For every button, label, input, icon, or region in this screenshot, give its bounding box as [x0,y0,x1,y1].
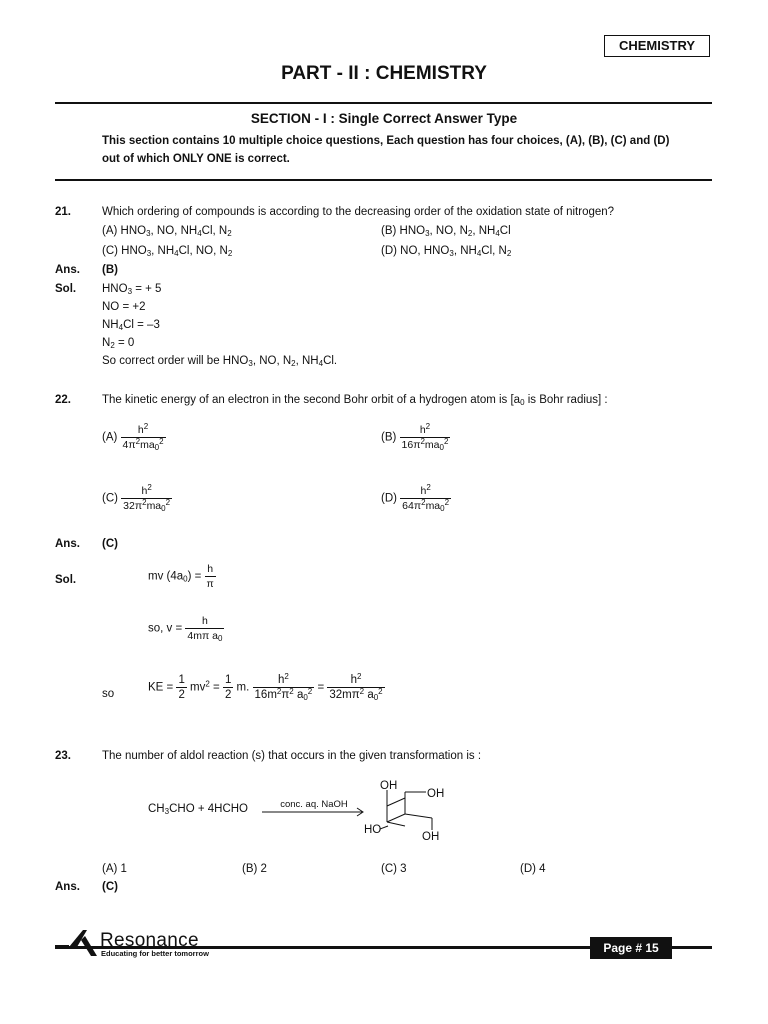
option-a: (A) $HNO_3$, NO, $NH_4Cl$, $N_2$ [102,225,232,238]
product-structure [360,776,460,846]
option-c: (C) $\frac{h^2}{32\pi^2ma_0^2}$ [102,483,171,513]
brand-tagline: Educating for better tomorrow [101,949,209,958]
svg-text:HO: HO [364,824,382,836]
solution-equation: mv $(4a_0)$ = $\frac{h}{\pi}$ [148,563,214,590]
question-text: Which ordering of compounds is according to the decreasing order of the oxidation state of nitrogen? [102,206,615,218]
option-b: (B) $\frac{h^2}{16\pi^2ma_0^2}$ [381,422,449,452]
sol-label: Sol. [55,574,77,586]
svg-text:OH: OH [422,831,440,843]
svg-text:OH: OH [380,780,398,792]
ans-label: Ans. [55,881,80,893]
section-description: This section contains 10 multiple choice questions, Each question has four choices, (A), (B), (C) and (D) out of which ONLY ONE is correct. [102,135,670,165]
option-a: (A) 1 [102,863,127,875]
solution-so: so [102,688,115,700]
question-text: The number of aldol reaction (s) that occurs in the given transformation is : [102,750,482,762]
question-number: 22. [55,394,71,406]
answer: (C) [102,881,118,893]
solution-equation: KE = $\frac{1}{2}$ $mv^2$ = $\frac{1}{2}$ m. $\frac{h^2}{16m^2\pi^2 a_0^2}$ = $\frac{h^2}{32m\pi^2 a_0^2}$ [148,672,383,702]
resonance-logo-icon [55,928,99,958]
solution-line: $NH_4Cl = -3$ [102,319,160,332]
solution-line: $HNO_3$ = + 5 [102,283,162,296]
svg-text:OH: OH [427,788,445,800]
question-number: 23. [55,750,71,762]
option-b: (B) 2 [242,863,267,875]
solution-line: $N_2 = 0$ [102,337,135,350]
option-c: (C) 3 [381,863,407,875]
question-text: The kinetic energy of an electron in the second Bohr orbit of a hydrogen atom is [$a_0$ is Bohr radius] : [102,394,608,407]
option-d: (D) $\frac{h^2}{64\pi^2ma_0^2}$ [381,483,450,513]
option-d: (D) NO, $HNO_3$, $NH_4Cl$, $N_2$ [381,245,512,258]
question-number: 21. [55,206,71,218]
ans-label: Ans. [55,264,80,276]
reagent-label: conc. aq. NaOH [280,799,348,810]
reaction-arrow [262,807,368,817]
divider [55,102,712,104]
section-title: SECTION - I : Single Correct Answer Type [250,111,518,126]
answer: (B) [102,264,118,276]
answer: (C) [102,538,118,550]
solution-line: So correct order will be $HNO_3$, NO, $N_2$, $NH_4Cl$. [102,355,338,368]
reactants: $CH_3CHO$ + 4HCHO [148,803,248,816]
option-b: (B) $HNO_3$, NO, $N_2$, $NH_4Cl$ [381,225,511,238]
brand-name: Resonance [100,930,199,951]
ans-label: Ans. [55,538,80,550]
divider [55,179,712,181]
option-a: (A) $\frac{h^2}{4\pi^2ma_0^2}$ [102,422,164,452]
sol-label: Sol. [55,283,77,295]
option-c: (C) $HNO_3$, $NH_4Cl$, NO, $N_2$ [102,245,233,258]
subject-badge: CHEMISTRY [604,35,710,57]
solution-line: NO = +2 [102,301,146,313]
solution-equation: so, v = $\frac{h}{4m\pi a_0}$ [148,615,223,643]
page-number: Page # 15 [590,937,672,959]
option-d: (D) 4 [520,863,546,875]
page-title: PART - II : CHEMISTRY [281,63,487,84]
